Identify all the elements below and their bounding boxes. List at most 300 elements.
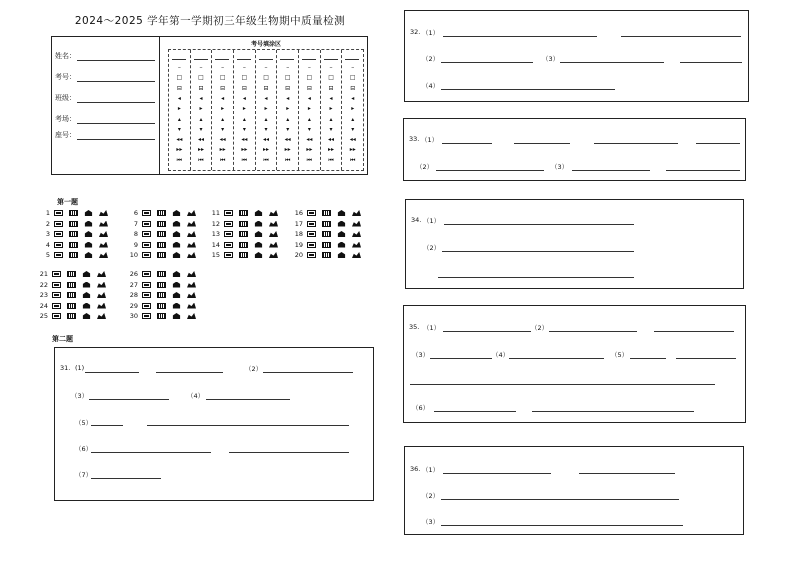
exam-number-bubble[interactable]: ▸▸ [176,146,183,154]
exam-number-title: 考号填涂区 [250,41,281,48]
exam-number-bubble[interactable]: □ [306,74,313,82]
exam-number-column [299,50,321,170]
exam-number-bubble[interactable]: ▸ [177,105,181,113]
answer-option-bubble[interactable] [157,242,166,248]
answer-option-bubble[interactable] [54,252,63,258]
exam-number-bubble[interactable]: ◂◂ [197,136,205,144]
room-field[interactable] [55,114,155,124]
q36-answer-line[interactable] [441,499,679,500]
answer-option-bubble[interactable] [157,303,166,309]
exam-number-write-cell[interactable] [194,52,208,60]
q35-answer-line[interactable] [532,411,694,412]
q35-part6-label: （6） [412,404,430,412]
answer-option-bubble[interactable] [337,252,346,258]
exam-number-bubble[interactable]: ▸▸ [328,146,335,154]
exam-number-bubble[interactable]: ⊟ [350,84,356,92]
q36-answer-line[interactable] [441,525,683,526]
answer-option-bubble[interactable] [224,210,233,216]
answer-option-bubble[interactable] [224,221,233,227]
answer-option-bubble[interactable] [54,210,63,216]
answer-option-bubble[interactable] [69,221,78,227]
exam-number-bubble[interactable]: ▸▸ [306,146,313,154]
answer-option-bubble[interactable] [239,210,248,216]
answer-option-bubble[interactable] [352,221,361,227]
answer-option-bubble[interactable] [99,221,108,227]
exam-number-bubble[interactable]: ⏮ [284,156,291,164]
answer-option-bubble[interactable] [67,271,76,277]
answer-option-bubble[interactable] [239,252,248,258]
q34-answer-line[interactable] [444,224,634,225]
answer-option-bubble[interactable] [187,282,196,288]
q31-answer-line[interactable] [91,478,161,479]
answer-option-bubble[interactable] [307,252,316,258]
q36-part2-label: （2） [422,492,440,500]
exam-number-bubble[interactable]: ▴ [307,115,311,123]
answer-option-bubble[interactable] [187,313,196,319]
answer-option-bubble[interactable] [352,242,361,248]
exam-number-bubble[interactable]: ▴ [199,115,203,123]
exam-number-bubble[interactable]: ▸ [286,105,290,113]
question-number: 27 [129,280,138,289]
answer-option-bubble[interactable] [172,210,181,216]
answer-option-bubble[interactable] [54,221,63,227]
answer-option-bubble[interactable] [142,221,151,227]
name-field[interactable] [55,51,155,61]
section1-label: 第一题 [57,198,78,206]
question-number: 13 [211,230,220,238]
answer-option-bubble[interactable] [322,252,331,258]
q36-answer-line[interactable] [443,473,551,474]
room-label: 考场： [55,115,76,123]
answer-option-bubble[interactable] [239,221,248,227]
answer-option-bubble[interactable] [254,252,263,258]
answer-box-33 [403,118,746,181]
exam-number-bubble[interactable]: ◂ [177,94,181,102]
answer-option-bubble[interactable] [84,252,93,258]
answer-option-bubble[interactable] [97,292,106,298]
exam-number-bubble[interactable]: ▸▸ [263,146,270,154]
answer-option-bubble[interactable] [69,231,78,237]
answer-option-bubble[interactable] [142,313,151,319]
answer-option-bubble[interactable] [322,231,331,237]
exam-number-write-cell[interactable] [324,52,338,60]
exam-number-bubble[interactable]: □ [284,74,291,82]
exam-number-bubble[interactable]: – [177,64,181,71]
exam-number-bubble[interactable]: – [329,64,333,71]
exam-number-bubble[interactable]: □ [176,74,183,82]
answer-option-bubble[interactable] [322,242,331,248]
exam-number-bubble[interactable]: ◂ [242,94,246,102]
q32-part1-label: （1） [422,29,440,37]
answer-option-bubble[interactable] [337,242,346,248]
exam-number-bubble[interactable]: ⏮ [263,156,269,164]
exam-number-bubble[interactable]: – [307,64,311,71]
q36-part3-label: （3） [422,518,440,526]
exam-number-bubble[interactable]: ▴ [221,115,225,123]
exam-number-column [169,50,191,170]
q33-answer-line[interactable] [436,170,544,171]
answer-option-bubble[interactable] [97,313,106,319]
q32-answer-line[interactable] [621,36,741,37]
answer-option-bubble[interactable] [84,221,93,227]
exam-number-bubble[interactable]: ⊟ [176,84,182,92]
q33-answer-line[interactable] [594,143,678,144]
answer-option-bubble[interactable] [69,252,78,258]
exam-number-bubble[interactable]: ◂ [351,94,355,102]
q36-answer-line[interactable] [579,473,675,474]
q35-number: 35. [409,323,420,331]
answer-option-bubble[interactable] [307,242,316,248]
answer-option-bubble[interactable] [352,231,361,237]
answer-option-bubble[interactable] [172,303,181,309]
answer-option-bubble[interactable] [352,210,361,216]
exam-number-bubble[interactable]: ▸ [307,105,311,113]
q31-answer-line[interactable] [229,452,349,453]
answer-option-bubble[interactable] [157,221,166,227]
q31-part4-label: （4） [187,392,205,400]
answer-option-bubble[interactable] [142,282,151,288]
exam-number-bubble[interactable]: ▸ [199,105,203,113]
exam-number-bubble[interactable]: ▴ [329,115,333,123]
answer-option-bubble[interactable] [337,210,346,216]
exam-number-bubble[interactable]: ▴ [264,115,268,123]
q35-answer-line[interactable] [549,331,637,332]
answer-option-bubble[interactable] [224,242,233,248]
answer-option-bubble[interactable] [82,303,91,309]
answer-option-bubble[interactable] [224,252,233,258]
answer-option-bubble[interactable] [52,282,61,288]
exam-number-bubble[interactable]: ◂◂ [306,136,313,144]
exam-number-bubble[interactable]: ▸▸ [219,146,226,154]
answer-option-bubble[interactable] [187,242,196,248]
answer-option-bubble[interactable] [142,252,151,258]
exam-number-bubble[interactable]: □ [263,74,269,82]
exam-number-bubble[interactable]: ▾ [221,125,225,133]
exam-number-bubble[interactable]: ⊟ [328,84,334,92]
answer-option-bubble[interactable] [307,210,316,216]
exam-number-bubble[interactable]: ◂◂ [241,136,248,144]
q35-answer-line[interactable] [410,384,715,385]
q33-answer-line[interactable] [696,143,740,144]
answer-option-bubble[interactable] [142,292,151,298]
q31-answer-line[interactable] [147,425,349,426]
q31-answer-line[interactable] [91,452,211,453]
q35-answer-line[interactable] [434,411,516,412]
answer-option-bubble[interactable] [352,252,361,258]
answer-option-bubble[interactable] [67,313,76,319]
exam-number-bubble[interactable]: – [351,64,355,71]
question-number: 15 [211,251,220,259]
answer-option-bubble[interactable] [69,242,78,248]
exam-number-write-cell[interactable] [280,52,294,60]
exam-number-bubble[interactable]: ◂ [286,94,290,102]
answer-option-bubble[interactable] [82,271,91,277]
question-number: 10 [129,251,138,259]
answer-option-bubble[interactable] [142,231,151,237]
answer-option-bubble[interactable] [269,231,278,237]
q31-answer-line[interactable] [263,372,353,373]
answer-option-bubble[interactable] [239,242,248,248]
q34-answer-line[interactable] [442,251,634,252]
exam-number-bubble[interactable]: ◂◂ [349,136,356,144]
exam-number-write-cell[interactable] [302,52,316,60]
answer-option-bubble[interactable] [157,282,166,288]
answer-option-bubble[interactable] [142,210,151,216]
answer-option-bubble[interactable] [142,303,151,309]
answer-option-bubble[interactable] [187,231,196,237]
question-number: 16 [294,209,303,217]
question-number: 29 [129,301,138,310]
question-number: 1 [45,209,50,217]
answer-option-bubble[interactable] [52,271,61,277]
q34-answer-line[interactable] [438,277,634,278]
exam-number-bubble[interactable]: – [199,64,203,71]
question-number: 5 [45,251,50,259]
exam-number-bubble[interactable]: ▾ [329,125,333,133]
answer-option-bubble[interactable] [337,231,346,237]
answer-option-bubble[interactable] [187,252,196,258]
q33-answer-line[interactable] [666,170,740,171]
answer-option-bubble[interactable] [69,210,78,216]
exam-id-field[interactable] [55,72,155,82]
exam-number-bubble[interactable]: ◂ [264,94,268,102]
answer-option-bubble[interactable] [269,252,278,258]
exam-number-bubble[interactable]: ⊟ [220,84,226,92]
exam-number-bubble[interactable]: ▾ [307,125,311,133]
exam-number-bubble[interactable]: ⊟ [241,84,247,92]
answer-option-bubble[interactable] [269,221,278,227]
q32-answer-line[interactable] [443,36,597,37]
q35-answer-line[interactable] [676,358,736,359]
answer-box-36 [404,446,744,535]
exam-number-bubble[interactable]: ▴ [177,115,181,123]
exam-number-bubble[interactable]: ▾ [177,125,181,133]
exam-number-bubble[interactable]: ⊟ [306,84,312,92]
answer-option-bubble[interactable] [157,292,166,298]
exam-number-bubble[interactable]: ▾ [351,125,355,133]
exam-number-bubble[interactable]: □ [219,74,226,82]
answer-option-bubble[interactable] [157,271,166,277]
answer-option-bubble[interactable] [97,271,106,277]
exam-number-bubble[interactable]: ▸ [329,105,333,113]
answer-option-bubble[interactable] [172,282,181,288]
q33-part1-label: （1） [421,136,439,144]
answer-option-bubble[interactable] [142,242,151,248]
q32-part3-label: （3） [542,55,560,63]
answer-option-bubble[interactable] [67,303,76,309]
q35-answer-line[interactable] [430,358,492,359]
answer-option-bubble[interactable] [99,210,108,216]
exam-number-bubble[interactable]: ⏮ [328,156,334,164]
exam-number-bubble[interactable]: ⏮ [306,156,313,164]
answer-option-bubble[interactable] [99,231,108,237]
answer-option-bubble[interactable] [67,292,76,298]
exam-number-bubble[interactable]: ▾ [264,125,268,133]
exam-number-bubble[interactable]: ◂ [307,94,311,102]
answer-option-bubble[interactable] [239,231,248,237]
answer-option-bubble[interactable] [157,252,166,258]
exam-number-write-cell[interactable] [259,52,273,60]
answer-box-31 [54,347,374,501]
exam-number-bubble[interactable]: ◂◂ [328,136,335,144]
answer-option-bubble[interactable] [187,221,196,227]
answer-option-bubble[interactable] [172,231,181,237]
exam-number-bubble[interactable]: ▸▸ [284,146,291,154]
q31-answer-line[interactable] [85,372,139,373]
q31-part3-label: （3） [71,392,89,400]
q35-part4-label: （4） [492,351,510,359]
question-number: 17 [294,219,303,228]
exam-number-bubble[interactable]: ⊟ [285,84,291,92]
answer-option-bubble[interactable] [99,252,108,258]
exam-number-bubble[interactable]: ◂ [221,94,225,102]
answer-option-bubble[interactable] [322,210,331,216]
answer-option-bubble[interactable] [172,271,181,277]
exam-number-bubble[interactable]: – [242,64,246,71]
q31-answer-line[interactable] [206,399,290,400]
exam-number-bubble[interactable]: ⏮ [350,156,356,164]
exam-number-bubble[interactable]: ▴ [286,115,290,123]
answer-option-bubble[interactable] [52,292,61,298]
exam-number-bubble[interactable]: ▸ [351,105,355,113]
exam-number-bubble[interactable]: ▴ [351,115,355,123]
answer-option-bubble[interactable] [157,231,166,237]
answer-option-bubble[interactable] [54,231,63,237]
q33-number: 33. [409,135,420,143]
exam-number-write-cell[interactable] [345,52,359,60]
exam-number-bubble[interactable]: ▾ [242,125,246,133]
q33-answer-line[interactable] [442,143,492,144]
exam-number-bubble[interactable]: ▸▸ [349,146,356,154]
exam-number-bubble[interactable]: ⊟ [198,84,204,92]
q34-number: 34. [411,216,422,224]
exam-number-bubble[interactable]: □ [328,74,334,82]
answer-option-bubble[interactable] [172,221,181,227]
exam-number-bubble[interactable]: ▴ [242,115,246,123]
answer-option-bubble[interactable] [254,221,263,227]
q32-answer-line[interactable] [441,89,615,90]
q33-answer-line[interactable] [514,143,570,144]
question-number: 24 [39,301,48,310]
answer-option-bubble[interactable] [97,282,106,288]
answer-option-bubble[interactable] [84,242,93,248]
exam-number-bubble[interactable]: ◂◂ [176,136,183,144]
answer-option-bubble[interactable] [172,292,181,298]
q35-answer-line[interactable] [630,358,666,359]
question-number: 28 [129,291,138,299]
answer-option-bubble[interactable] [254,231,263,237]
exam-number-bubble[interactable]: ◂ [199,94,203,102]
answer-option-bubble[interactable] [84,231,93,237]
answer-option-bubble[interactable] [172,313,181,319]
answer-option-bubble[interactable] [307,231,316,237]
answer-option-bubble[interactable] [269,210,278,216]
q33-answer-line[interactable] [572,170,650,171]
answer-box-32 [404,10,749,102]
answer-option-bubble[interactable] [172,252,181,258]
answer-option-bubble[interactable] [254,242,263,248]
q32-answer-line[interactable] [560,62,664,63]
answer-option-bubble[interactable] [82,313,91,319]
answer-option-bubble[interactable] [82,292,91,298]
answer-option-bubble[interactable] [54,242,63,248]
answer-option-bubble[interactable] [52,303,61,309]
q35-answer-line[interactable] [443,331,531,332]
answer-option-bubble[interactable] [142,271,151,277]
exam-number-column [321,50,343,170]
answer-option-bubble[interactable] [187,210,196,216]
answer-option-bubble[interactable] [172,242,181,248]
exam-number-column [234,50,256,170]
exam-number-bubble[interactable]: ▸ [242,105,246,113]
q35-answer-line[interactable] [509,358,604,359]
exam-number-write-cell[interactable] [172,52,186,60]
answer-option-bubble[interactable] [82,282,91,288]
answer-option-bubble[interactable] [224,231,233,237]
exam-number-bubble[interactable]: ▸▸ [197,146,205,154]
answer-option-bubble[interactable] [157,313,166,319]
exam-number-bubble[interactable]: ▾ [199,125,203,133]
q31-answer-line[interactable] [156,372,223,373]
exam-number-bubble[interactable]: ⏮ [219,156,226,164]
exam-number-bubble[interactable]: □ [241,74,248,82]
answer-box-35 [403,305,746,423]
q31-answer-line[interactable] [91,425,123,426]
exam-number-bubble[interactable]: ▸ [221,105,225,113]
exam-number-bubble[interactable]: □ [349,74,356,82]
answer-option-bubble[interactable] [97,303,106,309]
exam-number-bubble[interactable]: – [264,64,268,71]
exam-number-bubble[interactable]: ⏮ [241,156,248,164]
answer-option-bubble[interactable] [187,271,196,277]
answer-option-bubble[interactable] [269,242,278,248]
exam-number-bubble[interactable]: ▸ [264,105,268,113]
answer-option-bubble[interactable] [307,221,316,227]
exam-number-bubble[interactable]: □ [198,74,204,82]
answer-option-bubble[interactable] [337,221,346,227]
exam-number-bubble[interactable]: ⏮ [176,156,183,164]
exam-number-bubble[interactable]: ▸▸ [241,146,248,154]
exam-number-bubble[interactable]: ▾ [286,125,290,133]
answer-option-bubble[interactable] [187,303,196,309]
answer-option-bubble[interactable] [99,242,108,248]
answer-option-bubble[interactable] [187,292,196,298]
exam-number-bubble[interactable]: ⊟ [263,84,269,92]
exam-number-bubble[interactable]: – [221,64,225,71]
q32-answer-line[interactable] [680,62,742,63]
q31-answer-line[interactable] [89,399,169,400]
answer-option-bubble[interactable] [157,210,166,216]
answer-option-bubble[interactable] [52,313,61,319]
exam-number-bubble[interactable]: – [286,64,290,71]
class-field[interactable] [55,93,155,103]
exam-number-write-cell[interactable] [215,52,229,60]
exam-number-bubble[interactable]: ⏮ [198,156,204,164]
answer-option-bubble[interactable] [322,221,331,227]
exam-number-bubble[interactable]: ◂ [329,94,333,102]
answer-option-bubble[interactable] [254,210,263,216]
question-number: 26 [129,270,138,278]
exam-number-bubble[interactable]: ◂◂ [263,136,270,144]
exam-number-bubble[interactable]: ◂◂ [284,136,291,144]
answer-option-bubble[interactable] [67,282,76,288]
exam-number-bubble[interactable]: ◂◂ [219,136,226,144]
exam-number-write-cell[interactable] [237,52,251,60]
answer-option-bubble[interactable] [84,210,93,216]
q35-answer-line[interactable] [654,331,734,332]
q32-answer-line[interactable] [441,62,533,63]
seat-field[interactable] [55,130,155,140]
